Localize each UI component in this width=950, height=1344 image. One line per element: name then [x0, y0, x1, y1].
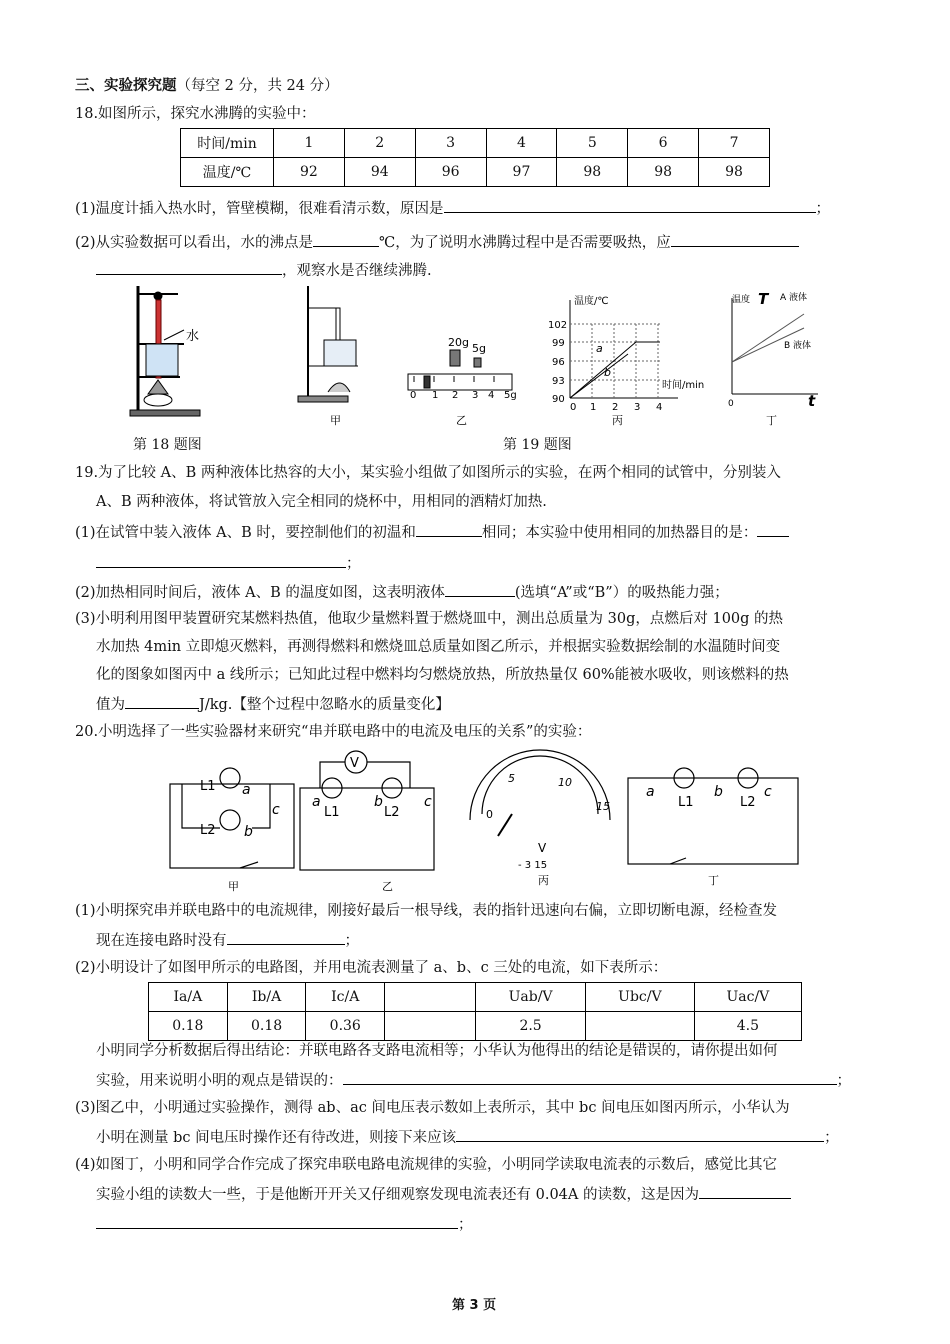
yi-voltmeter-label: V — [350, 756, 359, 771]
weight-5g-label: 5g — [472, 342, 486, 355]
header-cell: Ib/A — [227, 983, 306, 1012]
temp-cell: 97 — [486, 158, 557, 187]
q20-part3-cont: 小明在测量 bc 间电压时操作还有待改进，则接下来应该 ； — [96, 1126, 839, 1148]
graph-ytick: 93 — [552, 376, 565, 387]
ding-t-label: t — [808, 392, 816, 410]
answer-blank[interactable] — [96, 259, 282, 275]
q19-part1: (1)在试管中装入液体 A、B 时，要控制他们的初温和 相同；本实验中使用相同的加热器目的是： — [75, 521, 789, 543]
q18-part1: (1)温度计插入热水时，管壁模糊，很难看清示数，原因是 ； — [75, 197, 830, 219]
q18-part2: (2)从实验数据可以看出，水的沸点是 ℃，为了说明水沸腾过程中是否需要吸热，应 — [75, 231, 799, 253]
answer-blank[interactable] — [671, 231, 799, 247]
value-cell: 0.18 — [149, 1012, 228, 1041]
ding-L1-label: L1 — [678, 795, 694, 810]
fig19-ding-label: 丁 — [766, 414, 777, 427]
jia-c-label: c — [272, 802, 280, 818]
answer-blank[interactable] — [96, 1213, 458, 1229]
graph-ytick: 90 — [552, 394, 565, 405]
meter-tick-label: 5 — [508, 772, 515, 785]
scale-tick-label: 4 — [488, 390, 495, 401]
q19-part3-4: 值为 J/kg.【整个过程中忽略水的质量变化】 — [96, 693, 450, 715]
temp-cell: 98 — [557, 158, 628, 187]
ding-label: 丁 — [708, 874, 719, 887]
value-cell: 0.18 — [227, 1012, 306, 1041]
q20-part4-cont: 实验小组的读数大一些，于是他断开开关又仔细观察发现电流表还有 0.04A 的读数，这是因为 — [96, 1183, 791, 1205]
yi-a-label: a — [312, 794, 321, 810]
fig19-jia-apparatus — [298, 286, 358, 402]
q19-part1-cont: ； — [96, 552, 361, 574]
graph-line-b-label: b — [604, 366, 611, 379]
ding-b-label: b — [714, 784, 723, 800]
empty-cell — [385, 983, 476, 1012]
header-cell: Ubc/V — [586, 983, 695, 1012]
q19-part3-3: 化的图象如图丙中 a 线所示；已知此过程中燃料均匀燃烧放热，所放热量仅 60%能被水吸收，则该燃料的热 — [96, 667, 789, 683]
header-cell: Ia/A — [149, 983, 228, 1012]
graph-ytick: 102 — [548, 320, 568, 331]
answer-blank[interactable] — [445, 581, 515, 597]
yi-label: 乙 — [382, 880, 393, 893]
fig18-water-label: 水 — [186, 329, 200, 344]
bing-label: 丙 — [538, 874, 549, 887]
graph-ylabel: 温度/℃ — [574, 296, 609, 307]
q19-part3-2: 水加热 4min 立即熄灭燃料，再测得燃料和燃烧皿总质量如图乙所示，并根据实验数据绘制的水温随时间变 — [96, 639, 781, 655]
fig19-yi-label: 乙 — [456, 414, 467, 427]
value-cell: 4.5 — [694, 1012, 801, 1041]
circuit-jia — [170, 768, 294, 868]
answer-blank[interactable] — [444, 197, 816, 213]
answer-blank[interactable] — [96, 552, 346, 568]
q18-data-table — [180, 128, 770, 187]
time-cell: 7 — [699, 129, 770, 158]
temp-cell: 98 — [699, 158, 770, 187]
jia-b-label: b — [244, 824, 253, 840]
q20-part2-c: 实验，用来说明小明的观点是错误的： ； — [96, 1069, 851, 1091]
value-cell: 0.36 — [306, 1012, 385, 1041]
time-label-cell: 时间/min — [181, 129, 274, 158]
answer-blank[interactable] — [343, 1069, 837, 1085]
yi-c-label: c — [424, 794, 432, 810]
time-cell: 4 — [486, 129, 557, 158]
time-cell: 2 — [344, 129, 415, 158]
graph-line-a-label: a — [596, 342, 603, 355]
graph-xtick: 0 — [570, 402, 577, 413]
ding-temp-label: 温度 — [732, 295, 751, 305]
temp-cell: 96 — [415, 158, 486, 187]
graph-ytick: 96 — [552, 357, 565, 368]
answer-blank[interactable] — [456, 1126, 824, 1142]
q20-part2: (2)小明设计了如图甲所示的电路图，并用电流表测量了 a、b、c 三处的电流，如下表所示： — [75, 960, 668, 976]
circuit-yi — [300, 751, 434, 870]
graph-xtick: 1 — [590, 402, 597, 413]
answer-blank[interactable] — [313, 231, 379, 247]
header-cell: Uac/V — [694, 983, 801, 1012]
page-number: 第 3 页 — [452, 1298, 497, 1313]
fig19-bing-label: 丙 — [612, 414, 623, 427]
ding-B-label: B 液体 — [784, 341, 812, 351]
yi-L2-label: L2 — [384, 805, 400, 820]
temp-cell: 92 — [274, 158, 345, 187]
q19-stem-1: 19.为了比较 A、B 两种液体比热容的大小，某实验小组做了如图所示的实验，在两个相同的试管中，分别装入 — [75, 465, 781, 481]
table-row — [181, 158, 770, 187]
meter-zero-label: 0 — [486, 808, 493, 821]
jia-label: 甲 — [228, 880, 239, 893]
q20-stem: 20.小明选择了一些实验器材来研究“串并联电路中的电流及电压的关系”的实验： — [75, 724, 592, 740]
circuit-ding — [628, 768, 798, 864]
q20-part1: (1)小明探究串并联电路中的电流规律，刚接好最后一根导线，表的指针迅速向右偏，立即切断电源，经检查发 — [75, 903, 778, 919]
fig19-caption: 第 19 题图 — [503, 437, 572, 453]
answer-blank[interactable] — [699, 1183, 791, 1199]
time-cell: 5 — [557, 129, 628, 158]
meter-unit-label: V — [538, 841, 547, 855]
figures-18-19 — [118, 282, 818, 432]
ding-c-label: c — [764, 784, 772, 800]
graph-xtick: 4 — [656, 402, 663, 413]
fig18-caption: 第 18 题图 — [133, 437, 202, 453]
time-cell: 1 — [274, 129, 345, 158]
ding-A-label: A 液体 — [780, 293, 808, 303]
table-row — [149, 983, 802, 1012]
scale-tick-label: 2 — [452, 390, 459, 401]
weight-20g-label: 20g — [448, 336, 469, 349]
value-cell — [586, 1012, 695, 1041]
answer-blank[interactable] — [416, 521, 482, 537]
empty-cell — [385, 1012, 476, 1041]
answer-blank[interactable] — [227, 929, 345, 945]
value-cell: 2.5 — [476, 1012, 586, 1041]
yi-b-label: b — [374, 794, 383, 810]
ding-L2-label: L2 — [740, 795, 756, 810]
ding-a-label: a — [646, 784, 655, 800]
q20-part2-b: 小明同学分析数据后得出结论：并联电路各支路电流相等；小华认为他得出的结论是错误的，请你提出如何 — [96, 1043, 778, 1059]
q20-part1-cont: 现在连接电路时没有 ； — [96, 929, 359, 951]
q19-part3-1: (3)小明利用图甲装置研究某燃料热值，他取少量燃料置于燃烧皿中，测出总质量为 30g，点燃后对 100g 的热 — [75, 611, 784, 627]
scale-tick-label: 3 — [472, 390, 479, 401]
q20-circuit-figures — [160, 748, 810, 894]
fig18-apparatus — [130, 286, 200, 416]
time-cell: 6 — [628, 129, 699, 158]
meter-tick-label: 10 — [558, 776, 572, 789]
time-cell: 3 — [415, 129, 486, 158]
meter-tick-label: 15 — [596, 800, 610, 813]
q20-part4: (4)如图丁，小明和同学合作完成了探究串联电路电流规律的实验，小明同学读取电流表的示数后，感觉比其它 — [75, 1157, 778, 1173]
table-row — [149, 1012, 802, 1041]
ding-origin-label: 0 — [728, 399, 734, 409]
graph-xlabel: 时间/min — [662, 380, 705, 391]
temp-cell: 94 — [344, 158, 415, 187]
answer-blank[interactable] — [757, 521, 789, 537]
voltmeter-dial — [470, 750, 610, 836]
jia-a-label: a — [242, 782, 251, 798]
q18-part2-cont: ，观察水是否继续沸腾. — [96, 259, 432, 281]
header-cell: Uab/V — [476, 983, 586, 1012]
yi-L1-label: L1 — [324, 805, 340, 820]
scale-tick-label: 0 — [410, 390, 417, 401]
jia-L1-label: L1 — [200, 779, 216, 794]
q20-data-table — [148, 982, 802, 1041]
fig19-yi-balance — [408, 350, 512, 390]
graph-xtick: 3 — [634, 402, 641, 413]
fig19-jia-label: 甲 — [330, 414, 341, 427]
q20-part4-cont2: ； — [96, 1213, 473, 1235]
graph-ytick: 99 — [552, 338, 565, 349]
meter-terminals-label: - 3 15 — [518, 860, 548, 871]
q18-stem: 18.如图所示，探究水沸腾的实验中： — [75, 106, 316, 122]
temp-cell: 98 — [628, 158, 699, 187]
answer-blank[interactable] — [125, 693, 199, 709]
section-heading: 三、实验探究题（每空 2 分，共 24 分） — [75, 78, 339, 94]
table-row — [181, 129, 770, 158]
temp-label-cell: 温度/℃ — [181, 158, 274, 187]
header-cell: Ic/A — [306, 983, 385, 1012]
jia-L2-label: L2 — [200, 823, 216, 838]
scale-tick-label: 5g — [504, 390, 517, 401]
q20-part3: (3)图乙中，小明通过实验操作，测得 ab、ac 间电压表示数如上表所示，其中 bc 间电压如图丙所示，小华认为 — [75, 1100, 790, 1116]
q19-stem-2: A、B 两种液体，将试管放入完全相同的烧杯中，用相同的酒精灯加热. — [96, 494, 547, 510]
q19-part2: (2)加热相同时间后，液体 A、B 的温度如图，这表明液体 (选填“A”或“B”）的吸热能力强； — [75, 581, 729, 603]
graph-xtick: 2 — [612, 402, 619, 413]
ding-T-label: T — [758, 290, 769, 308]
scale-tick-label: 1 — [432, 390, 439, 401]
